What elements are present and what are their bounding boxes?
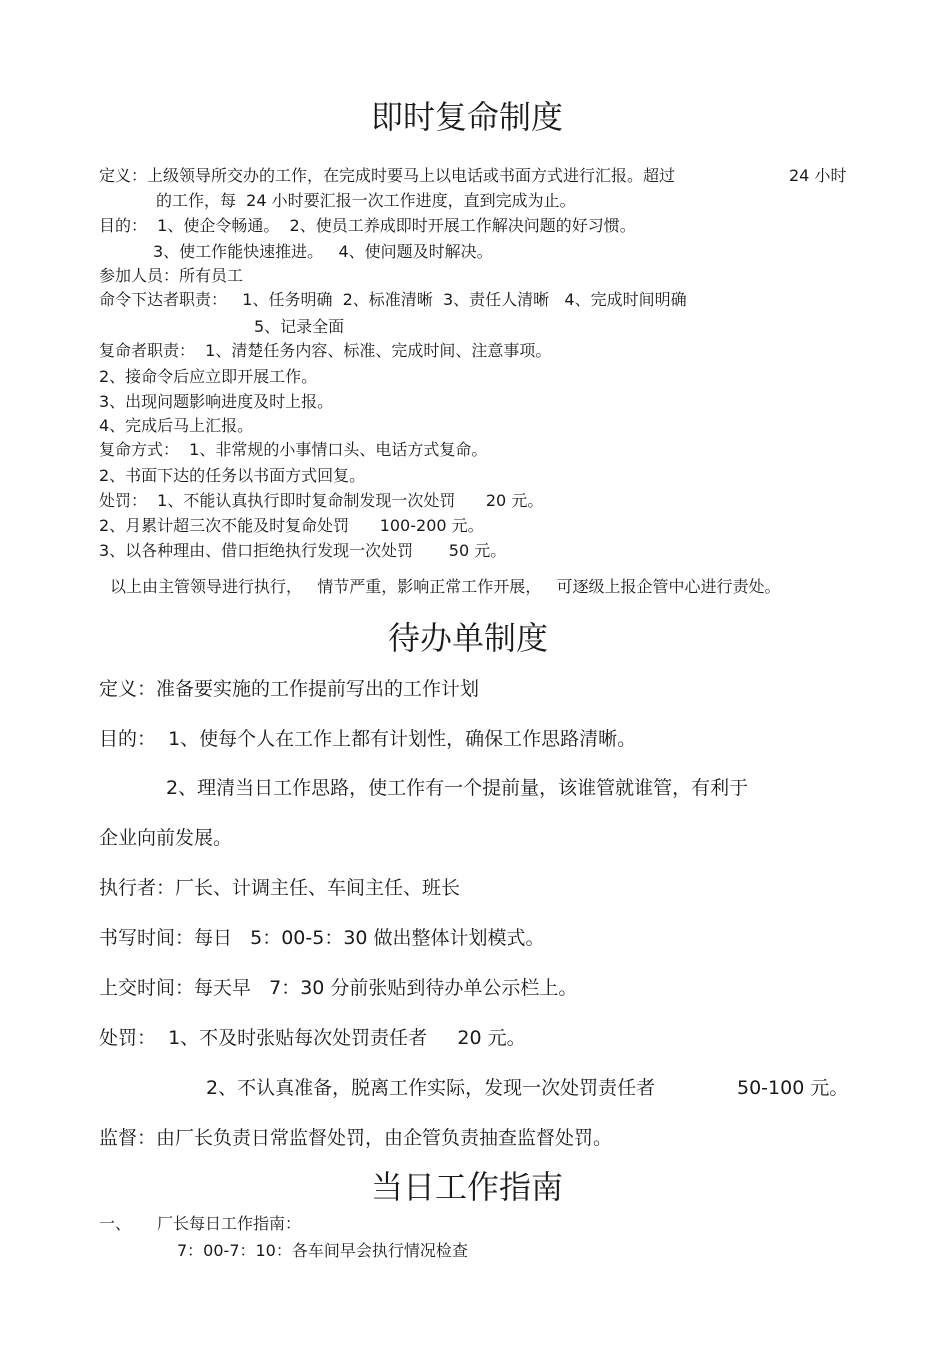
section-title-instant-report: 即时复命制度 [371,98,564,136]
issuer-duties-line-2: 5、记录全面 [254,317,345,336]
todo-definition: 定义：准备要实施的工作提前写出的工作计划 [99,678,480,700]
definition-line-2: 的工作，每 24 小时要汇报一次工作进度，直到完成为止。 [156,191,576,210]
report-method-line-2: 2、书面下达的任务以书面方式回复。 [99,466,366,485]
penalty-line-2: 2、月累计超三次不能及时复命处罚 100-200 元。 [99,516,484,535]
reporter-duties-line-1: 复命者职责： 1、清楚任务内容、标准、完成时间、注意事项。 [99,341,552,360]
definition-line-1: 定义：上级领导所交办的工作，在完成时要马上以电话或书面方式进行汇报。超过 [99,166,676,185]
guide-item-number: 一、 [99,1214,132,1233]
reporter-duties-line-3: 3、出现问题影响进度及时上报。 [99,392,334,411]
todo-supervision: 监督：由厂长负责日常监督处罚，由企管负责抽查监督处罚。 [99,1127,613,1149]
penalty-line-3: 3、以各种理由、借口拒绝执行发现一次处罚 50 元。 [99,541,507,560]
guide-item-time: 7：00-7：10：各车间早会执行情况检查 [177,1241,468,1260]
todo-submit-time: 上交时间：每天早 7：30 分前张贴到待办单公示栏上。 [99,977,578,999]
section-title-daily-guide: 当日工作指南 [371,1168,564,1206]
todo-purpose-line-2: 2、理清当日工作思路，使工作有一个提前量，该谁管就谁管，有利于 [166,777,749,799]
reporter-duties-line-4: 4、完成后马上汇报。 [99,416,254,435]
issuer-duties-line-1: 命令下达者职责： 1、任务明确 2、标准清晰 3、责任人清晰 4、完成时间明确 [99,290,687,309]
todo-purpose-line-3: 企业向前发展。 [99,827,233,849]
purpose-line-2: 3、使工作能快速推进。 4、使问题及时解决。 [153,242,493,261]
report-method-line-1: 复命方式： 1、非常规的小事情口头、电话方式复命。 [99,440,488,459]
purpose-line-1: 目的： 1、使企令畅通。 2、使员工养成即时开展工作解决问题的好习惯。 [99,216,636,235]
enforcement-note: 以上由主管领导进行执行， 情节严重，影响正常工作开展， 可逐级上报企管中心进行责处。 [110,577,781,596]
todo-penalty-line-2: 2、不认真准备，脱离工作实际，发现一次处罚责任者 [206,1077,656,1099]
section-title-todo-list: 待办单制度 [388,619,549,657]
todo-penalty-line-1: 处罚： 1、不及时张贴每次处罚责任者 20 元。 [99,1027,526,1049]
todo-write-time: 书写时间：每日 5：00-5：30 做出整体计划模式。 [99,927,545,949]
todo-penalty-line-2-amount: 50-100 元。 [737,1077,849,1099]
definition-line-1-end: 24 小时 [789,166,847,185]
reporter-duties-line-2: 2、接命令后应立即开展工作。 [99,367,318,386]
penalty-line-1: 处罚： 1、不能认真执行即时复命制发现一次处罚 20 元。 [99,491,544,510]
todo-purpose-line-1: 目的： 1、使每个人在工作上都有计划性，确保工作思路清晰。 [99,728,637,750]
participants-line: 参加人员：所有员工 [99,266,244,285]
guide-item-label: 厂长每日工作指南： [157,1214,302,1233]
todo-executor: 执行者：厂长、计调主任、车间主任、班长 [99,877,461,899]
